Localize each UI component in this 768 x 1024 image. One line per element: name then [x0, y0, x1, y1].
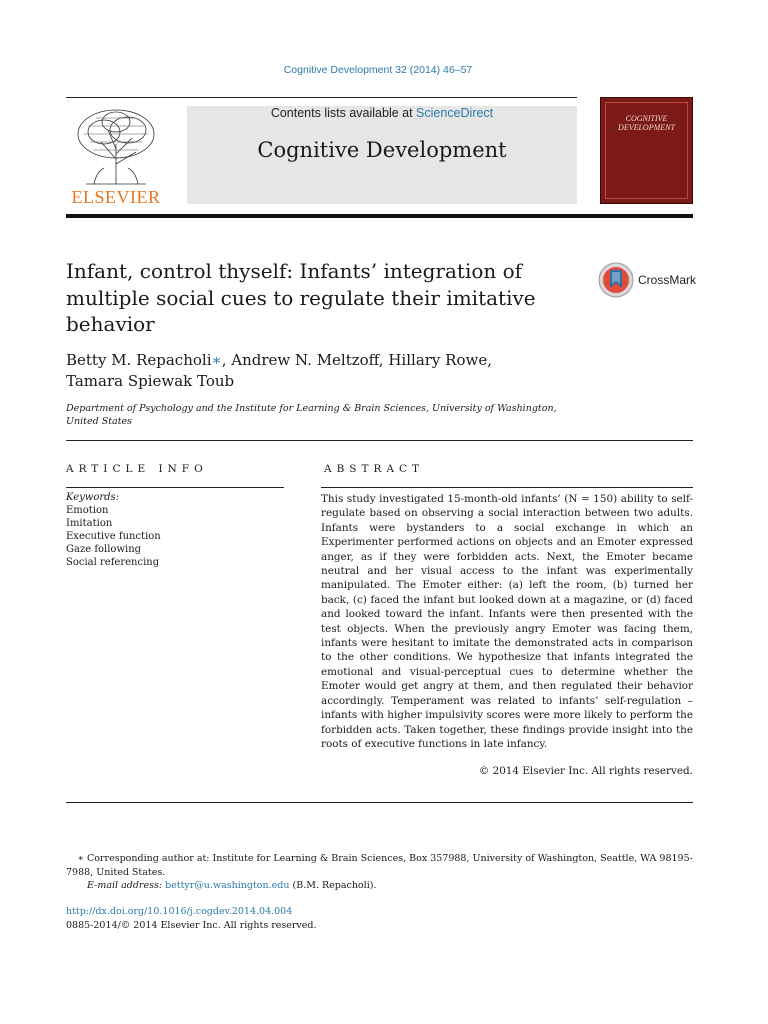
email-label: E-mail address: [87, 880, 166, 891]
header-bottom-rule [66, 214, 693, 218]
footnote-rule [66, 802, 693, 803]
keywords-block [66, 491, 284, 569]
cover-title: COGNITIVE DEVELOPMENT [618, 114, 675, 132]
affiliation-rule [66, 440, 693, 441]
crossmark-label[interactable]: CrossMark [638, 273, 697, 287]
abstract-heading: ABSTRACT [324, 463, 425, 475]
keyword-item: Executive function [66, 531, 161, 542]
author-coauthors: , Andrew N. Meltzoff, Hillary Rowe, [221, 351, 492, 369]
corresponding-author-marker[interactable]: ∗ [211, 351, 222, 369]
keyword-item: Emotion [66, 505, 109, 516]
sciencedirect-link[interactable]: ScienceDirect [416, 106, 494, 120]
keyword-item: Imitation [66, 518, 113, 529]
article-info-heading: ARTICLE INFO [66, 463, 208, 475]
footnote-marker: ∗ [77, 853, 84, 864]
corresponding-address: Corresponding author at: Institute for Learning & Brain Sciences, Box 357988, University of Washington, Seattle, WA 98195-7988, United States. [66, 853, 693, 878]
author-list [66, 350, 586, 392]
abstract-text: This study investigated 15-month-old infants’ (N = 150) ability to self-regulate based on observing a social interaction between two adults. Infants were bystanders to a social exchange in which an Experimenter performed actions on objects and an Emoter expressed anger, as if they were forbidden acts. Next, the Emoter became neutral and her visual access to the infant was experimentally manipulated. The Emoter either: (a) left the room, (b) turned her back, (c) faced the infant but looked down at a magazine, or (d) faced and looked toward the infant. Infants were then presented with the test objects. When the previously angry Emoter was facing them, infants were hesitant to imitate the demonstrated acts in comparison to the other conditions. We hypothesize that infants integrated the emotional and visual-perceptual cues to determine whether the Emoter would get angry at them, and then regulated their behavior accordingly. Temperament was related to infants’ self-regulation – infants with higher impulsivity scores were more likely to perform the forbidden acts. Taken together, these findings provide insight into the roots of executive functions in late infancy. [321, 493, 693, 750]
email-link[interactable]: bettyr@u.washington.edu [165, 880, 290, 891]
contents-prefix: Contents lists available at [270, 106, 417, 120]
keyword-item: Gaze following [66, 544, 142, 555]
article-title: Infant, control thyself: Infants’ integration of multiple social cues to regulate their imitative behavior [66, 259, 536, 336]
email-suffix: (B.M. Repacholi). [289, 880, 377, 891]
author-last: Tamara Spiewak Toub [66, 372, 235, 390]
keywords-list [66, 504, 284, 569]
header-top-rule [66, 97, 577, 98]
journal-title[interactable]: Cognitive Development [257, 138, 507, 162]
keywords-label: Keywords: [66, 492, 120, 503]
author-primary[interactable]: Betty M. Repacholi [66, 351, 212, 369]
contents-line [187, 106, 577, 120]
journal-cover-thumbnail[interactable] [600, 97, 693, 204]
issn-copyright: 0885-2014/© 2014 Elsevier Inc. All rights reserved. [66, 920, 317, 931]
abstract-rule [321, 487, 693, 488]
elsevier-wordmark: ELSEVIER [71, 187, 161, 207]
keyword-item: Social referencing [66, 557, 160, 568]
doi-link[interactable]: http://dx.doi.org/10.1016/j.cogdev.2014.04.004 [66, 906, 293, 917]
corresponding-author-footnote [66, 852, 693, 893]
article-info-rule [66, 487, 284, 488]
crossmark-icon [598, 262, 638, 298]
abstract-copyright: © 2014 Elsevier Inc. All rights reserved. [478, 765, 693, 777]
journal-reference[interactable]: Cognitive Development 32 (2014) 46–57 [283, 64, 473, 76]
affiliation: Department of Psychology and the Institute for Learning & Brain Sciences, University of Washington, United States [66, 403, 557, 427]
